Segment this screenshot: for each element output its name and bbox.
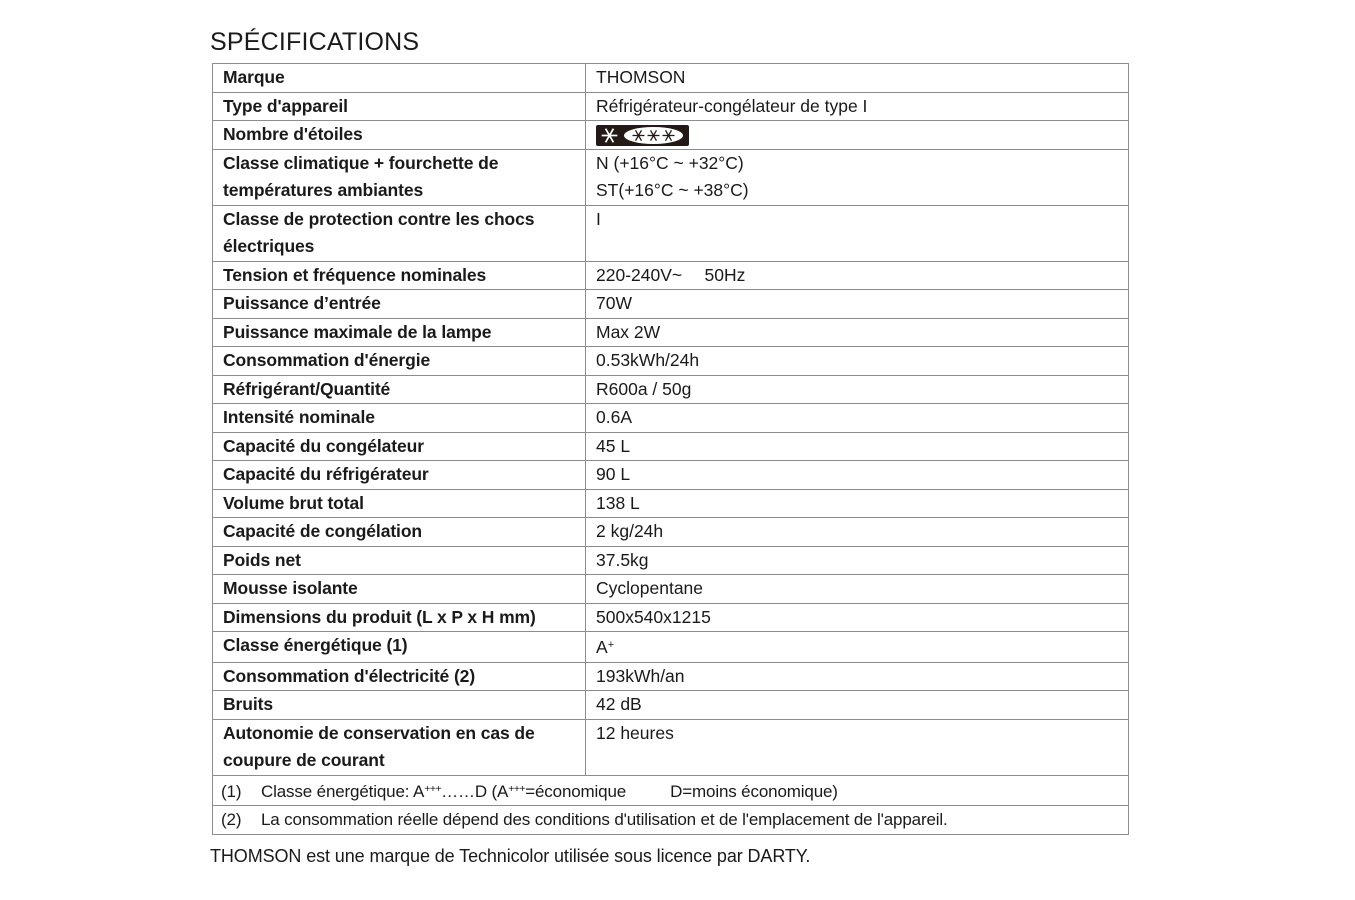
spec-label: Capacité du réfrigérateur (213, 461, 586, 490)
superscript-plus: +++ (424, 782, 442, 795)
trademark-footer-note: THOMSON est une marque de Technicolor utilisée sous licence par DARTY. (210, 846, 811, 866)
spec-value: 70W (586, 290, 1129, 319)
spec-value (586, 121, 1129, 150)
spec-value: 500x540x1215 (586, 603, 1129, 632)
spec-label: Consommation d'énergie (213, 347, 586, 376)
spec-label: Dimensions du produit (L x P x H mm) (213, 603, 586, 632)
spec-label: Autonomie de conservation en cas de coupure de courant (213, 719, 586, 775)
footnote-row (213, 806, 1129, 835)
spec-label: Volume brut total (213, 489, 586, 518)
spec-label: Nombre d'étoiles (213, 121, 586, 150)
table-row (213, 121, 1129, 150)
spec-label: Bruits (213, 691, 586, 720)
snowflake-icon (601, 127, 618, 144)
table-row (213, 575, 1129, 604)
table-row (213, 404, 1129, 433)
specifications-table (212, 63, 1129, 835)
spec-label: Réfrigérant/Quantité (213, 375, 586, 404)
spec-value: 42 dB (586, 691, 1129, 720)
superscript-plus: + (607, 639, 614, 651)
footnote-1: (1) Classe énergétique: A+++……D (A+++=économique D=moins économique) (213, 775, 1129, 806)
spec-label: Marque (213, 64, 586, 93)
star-icon (647, 129, 660, 142)
spec-value: 0.6A (586, 404, 1129, 433)
table-row (213, 290, 1129, 319)
table-row (213, 662, 1129, 691)
table-row (213, 261, 1129, 290)
superscript-plus: +++ (508, 782, 526, 795)
table-row (213, 64, 1129, 93)
spec-value: 37.5kg (586, 546, 1129, 575)
footnote-2 (213, 806, 1129, 835)
specifications-table-body (213, 64, 1129, 835)
table-row (213, 92, 1129, 121)
table-row (213, 632, 1129, 663)
spec-label: Capacité de congélation (213, 518, 586, 547)
spec-value: A+ (586, 632, 1129, 663)
table-row (213, 691, 1129, 720)
spec-value: 2 kg/24h (586, 518, 1129, 547)
star-group-oval (624, 127, 683, 144)
table-row (213, 432, 1129, 461)
spec-value: Cyclopentane (586, 575, 1129, 604)
spec-label: Mousse isolante (213, 575, 586, 604)
spec-label: Puissance d’entrée (213, 290, 586, 319)
footnote-index: (2) (221, 810, 242, 830)
star-icon (632, 129, 645, 142)
table-row (213, 205, 1129, 261)
table-row (213, 375, 1129, 404)
spec-value: N (+16°C ~ +32°C) ST(+16°C ~ +38°C) (586, 149, 1129, 205)
spec-value: R600a / 50g (586, 375, 1129, 404)
spec-label: Classe climatique + fourchette de températures ambiantes (213, 149, 586, 205)
spec-label: Consommation d'électricité (2) (213, 662, 586, 691)
spec-value: Max 2W (586, 318, 1129, 347)
spec-value: I (586, 205, 1129, 261)
table-row (213, 489, 1129, 518)
spec-label: Tension et fréquence nominales (213, 261, 586, 290)
table-row (213, 546, 1129, 575)
spec-value: 220-240V~ 50Hz (586, 261, 1129, 290)
footnote-index: (1) (221, 781, 242, 801)
spec-value: 138 L (586, 489, 1129, 518)
table-row (213, 603, 1129, 632)
spec-value: 12 heures (586, 719, 1129, 775)
spec-label: Type d'appareil (213, 92, 586, 121)
spec-label: Poids net (213, 546, 586, 575)
table-row (213, 347, 1129, 376)
table-row (213, 719, 1129, 775)
star-icon (662, 129, 675, 142)
footnote-text: La consommation réelle dépend des conditions d'utilisation et de l'emplacement de l'appareil. (261, 810, 948, 830)
table-row (213, 461, 1129, 490)
page-title: SPÉCIFICATIONS (210, 28, 420, 56)
table-row (213, 149, 1129, 205)
footnote-row (213, 775, 1129, 806)
star-rating-badge (596, 125, 689, 146)
spec-value: 45 L (586, 432, 1129, 461)
spec-value: 90 L (586, 461, 1129, 490)
spec-label: Capacité du congélateur (213, 432, 586, 461)
table-row (213, 318, 1129, 347)
spec-value: 0.53kWh/24h (586, 347, 1129, 376)
spec-label: Intensité nominale (213, 404, 586, 433)
spec-label: Puissance maximale de la lampe (213, 318, 586, 347)
spec-label: Classe de protection contre les chocs électriques (213, 205, 586, 261)
spec-value: Réfrigérateur-congélateur de type I (586, 92, 1129, 121)
spec-label: Classe énergétique (1) (213, 632, 586, 663)
spec-value: THOMSON (586, 64, 1129, 93)
table-row (213, 518, 1129, 547)
spec-value: 193kWh/an (586, 662, 1129, 691)
